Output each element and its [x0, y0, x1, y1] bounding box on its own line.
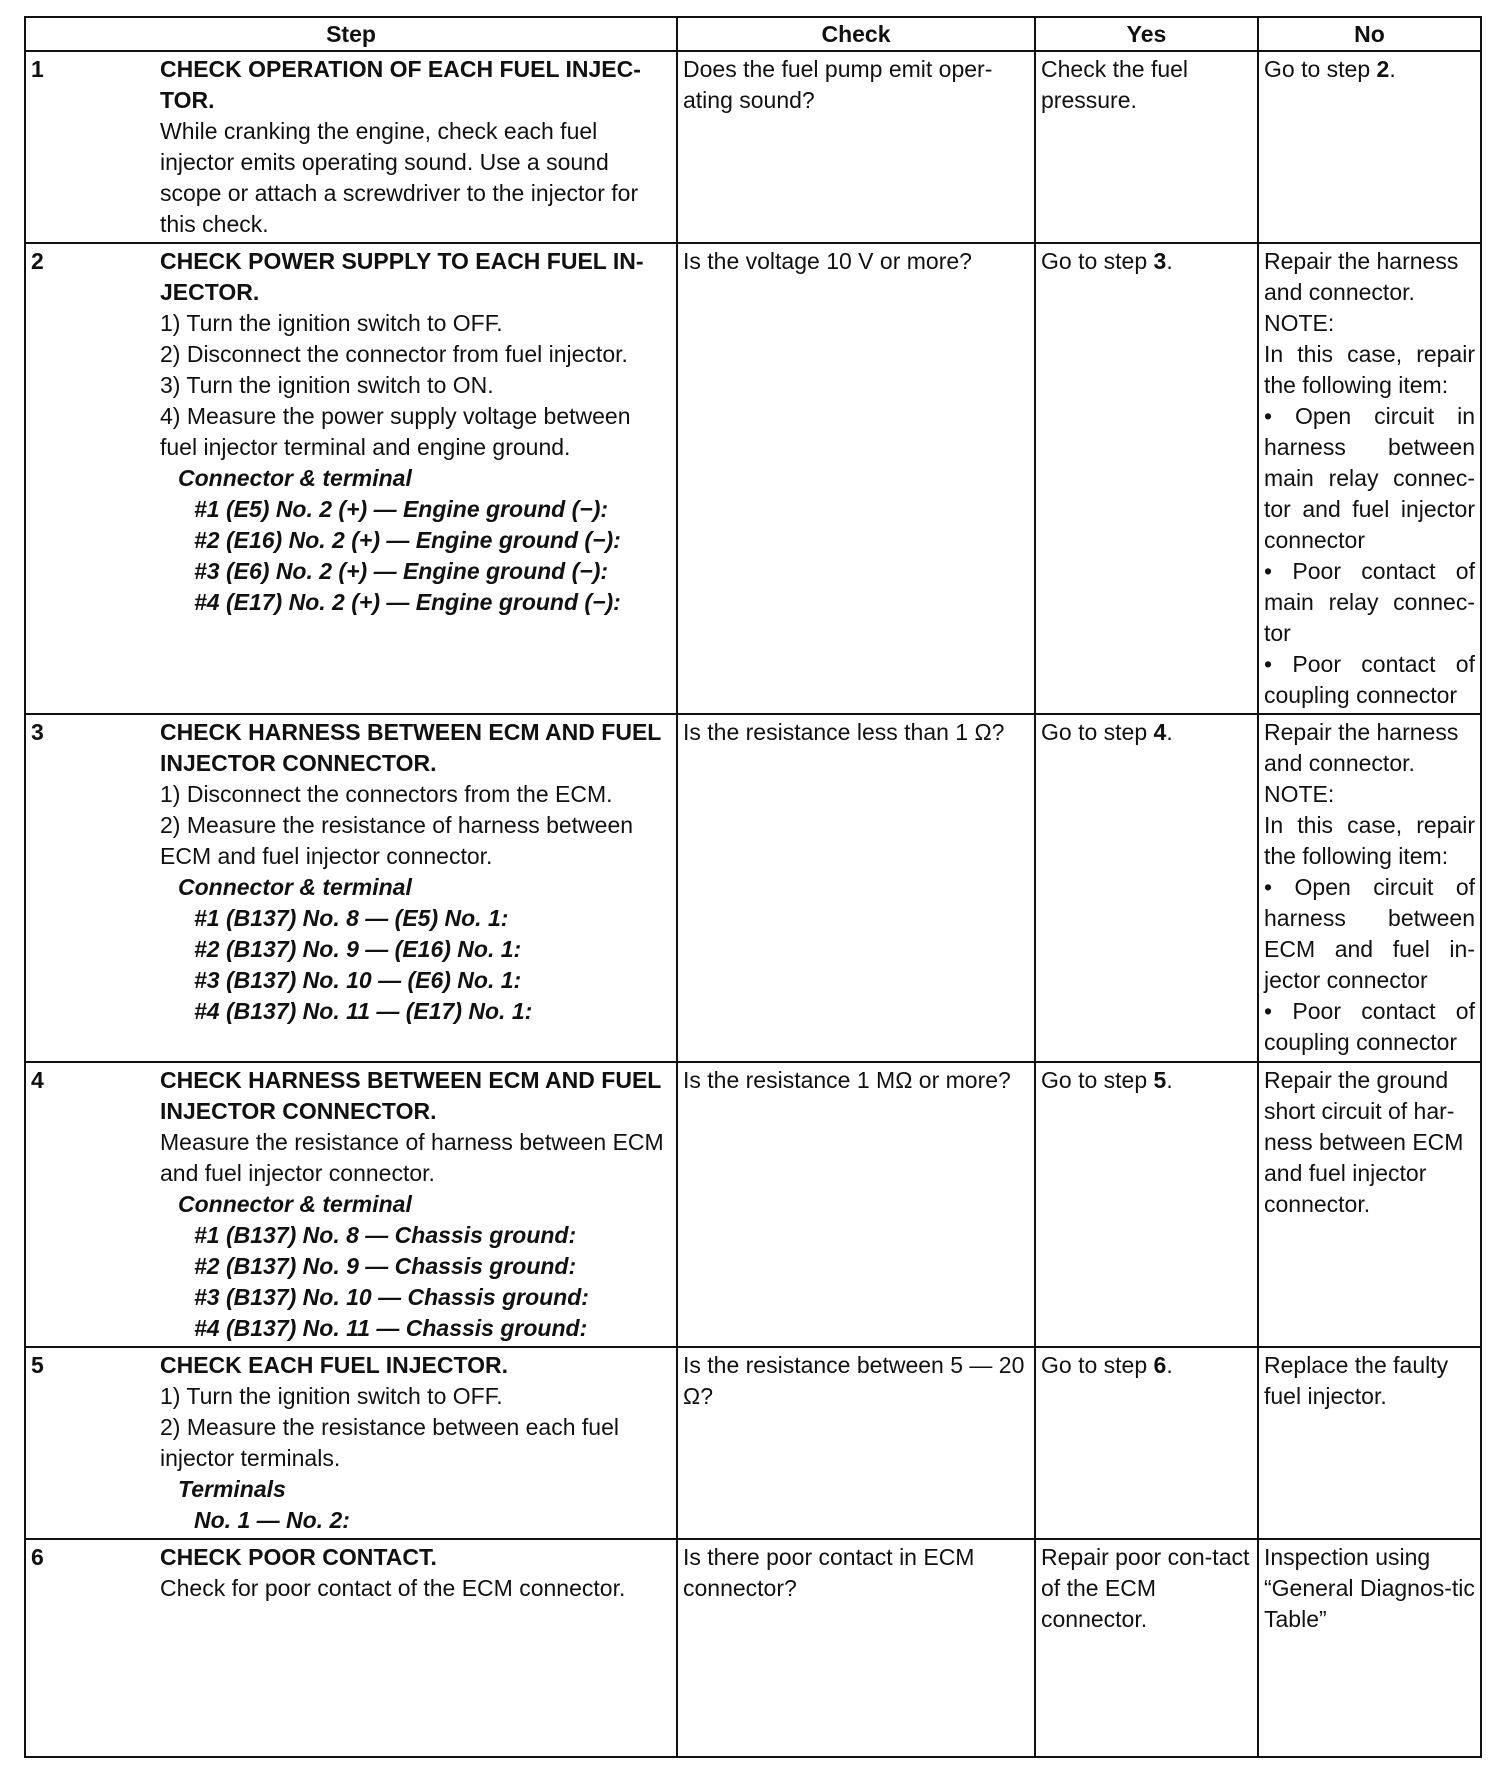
connector-label: Terminals — [178, 1476, 286, 1502]
header-row — [25, 17, 1481, 51]
no-text-end: . — [1389, 56, 1396, 82]
no-text: Go to step — [1264, 56, 1377, 82]
no-note: NOTE: — [1264, 781, 1335, 807]
yes-cell — [1035, 243, 1258, 714]
step-link: 5 — [1153, 1067, 1167, 1093]
step-link: 6 — [1153, 1352, 1167, 1378]
no-cell: Repair the ground short circuit of har-ness between ECM and fuel injector connector. — [1258, 1062, 1481, 1347]
connector-label: Connector & terminal — [178, 465, 412, 491]
no-cell — [1258, 714, 1481, 1062]
table-row — [25, 243, 1481, 714]
check-cell: Is the voltage 10 V or more? — [677, 243, 1035, 714]
no-main: Repair the harness and connector. — [1264, 248, 1459, 305]
step-instruction: 4) Measure the power supply voltage between fuel injector terminal and engine ground. — [160, 403, 631, 460]
step-title: CHECK HARNESS BETWEEN ECM AND FUEL INJECTOR CONNECTOR. — [160, 1067, 661, 1124]
table-row — [25, 714, 1481, 1062]
yes-text: Go to step — [1041, 719, 1154, 745]
header-yes: Yes — [1035, 17, 1258, 51]
step-cell — [25, 714, 677, 1062]
terminal-spec: #2 (B137) No. 9 — (E16) No. 1: — [194, 936, 522, 962]
step-number: 3 — [31, 719, 44, 745]
no-cell: Inspection using “General Diagnos-tic Table” — [1258, 1539, 1481, 1757]
step-cell — [25, 1347, 677, 1539]
step-cell — [25, 1062, 677, 1347]
step-title: CHECK POOR CONTACT. — [160, 1544, 437, 1570]
step-text: Check for poor contact of the ECM connector. — [160, 1575, 626, 1601]
no-line: • Open circuit in harness between main relay connec-tor and fuel injector connector — [1264, 403, 1475, 553]
step-instruction: 2) Measure the resistance of harness between ECM and fuel injector connector. — [160, 812, 634, 869]
step-text: While cranking the engine, check each fuel injector emits operating sound. Use a sound scope or attach a screwdriver to the injector for this check. — [160, 118, 639, 237]
step-number: 6 — [31, 1544, 44, 1570]
terminal-spec: #3 (E6) No. 2 (+) — Engine ground (−): — [194, 558, 609, 584]
header-check: Check — [677, 17, 1035, 51]
step-instruction: 1) Disconnect the connectors from the ECM. — [160, 781, 613, 807]
terminal-spec: #4 (B137) No. 11 — Chassis ground: — [194, 1315, 588, 1341]
terminal-spec: #4 (E17) No. 2 (+) — Engine ground (−): — [194, 589, 621, 615]
check-cell: Is the resistance less than 1 Ω? — [677, 714, 1035, 1062]
no-note: NOTE: — [1264, 310, 1335, 336]
step-instruction: 1) Turn the ignition switch to OFF. — [160, 310, 503, 336]
step-number: 1 — [31, 56, 44, 82]
no-line: • Poor contact of main relay connec-tor — [1264, 558, 1475, 646]
table-row — [25, 1062, 1481, 1347]
step-title: CHECK HARNESS BETWEEN ECM AND FUEL INJECTOR CONNECTOR. — [160, 719, 661, 776]
no-line: • Open circuit of harness between ECM and fuel in-jector connector — [1264, 874, 1475, 993]
header-no: No — [1258, 17, 1481, 51]
step-link: 3 — [1153, 248, 1167, 274]
diagnostic-table — [24, 16, 1482, 1758]
step-link: 4 — [1153, 719, 1167, 745]
terminal-spec: #2 (B137) No. 9 — Chassis ground: — [194, 1253, 577, 1279]
step-title: CHECK EACH FUEL INJECTOR. — [160, 1352, 509, 1378]
table-row — [25, 51, 1481, 243]
terminal-spec: #1 (B137) No. 8 — Chassis ground: — [194, 1222, 577, 1248]
no-line: • Poor contact of coupling connector — [1264, 651, 1475, 708]
yes-cell — [1035, 1062, 1258, 1347]
yes-text: Go to step — [1041, 1352, 1154, 1378]
step-instruction: 2) Measure the resistance between each fuel injector terminals. — [160, 1414, 619, 1471]
yes-text-end: . — [1166, 1067, 1173, 1093]
step-instruction: 2) Disconnect the connector from fuel injector. — [160, 341, 628, 367]
no-line: • Poor contact of coupling connector — [1264, 998, 1475, 1055]
step-number: 4 — [31, 1067, 44, 1093]
terminal-spec: #1 (E5) No. 2 (+) — Engine ground (−): — [194, 496, 609, 522]
check-cell: Does the fuel pump emit oper-ating sound? — [677, 51, 1035, 243]
table-row — [25, 1539, 1481, 1757]
step-title: CHECK POWER SUPPLY TO EACH FUEL IN-JECTOR. — [160, 248, 644, 305]
step-cell — [25, 243, 677, 714]
step-link: 2 — [1376, 56, 1390, 82]
yes-cell — [1035, 714, 1258, 1062]
yes-cell: Repair poor con-tact of the ECM connector. — [1035, 1539, 1258, 1757]
terminal-spec: #1 (B137) No. 8 — (E5) No. 1: — [194, 905, 509, 931]
step-title: CHECK OPERATION OF EACH FUEL INJEC-TOR. — [160, 56, 641, 113]
no-main: Repair the harness and connector. — [1264, 719, 1459, 776]
step-number: 5 — [31, 1352, 44, 1378]
table-row — [25, 1347, 1481, 1539]
step-number: 2 — [31, 248, 44, 274]
step-instruction: 3) Turn the ignition switch to ON. — [160, 372, 494, 398]
header-step: Step — [25, 17, 677, 51]
yes-text-end: . — [1166, 1352, 1173, 1378]
step-text: Measure the resistance of harness between ECM and fuel injector connector. — [160, 1129, 664, 1186]
yes-cell — [1035, 1347, 1258, 1539]
no-cell: Replace the faulty fuel injector. — [1258, 1347, 1481, 1539]
check-cell: Is the resistance 1 MΩ or more? — [677, 1062, 1035, 1347]
connector-label: Connector & terminal — [178, 874, 412, 900]
check-cell: Is the resistance between 5 — 20 Ω? — [677, 1347, 1035, 1539]
terminal-spec: #3 (B137) No. 10 — Chassis ground: — [194, 1284, 589, 1310]
terminal-spec: #3 (B137) No. 10 — (E6) No. 1: — [194, 967, 522, 993]
terminal-spec: #2 (E16) No. 2 (+) — Engine ground (−): — [194, 527, 621, 553]
no-cell — [1258, 51, 1481, 243]
terminal-spec: No. 1 — No. 2: — [194, 1507, 350, 1533]
yes-text-end: . — [1166, 719, 1173, 745]
step-cell — [25, 51, 677, 243]
no-line: In this case, repair the following item: — [1264, 812, 1475, 869]
yes-text-end: . — [1166, 248, 1173, 274]
yes-text: Go to step — [1041, 248, 1154, 274]
step-instruction: 1) Turn the ignition switch to OFF. — [160, 1383, 503, 1409]
step-cell — [25, 1539, 677, 1757]
connector-label: Connector & terminal — [178, 1191, 412, 1217]
no-cell — [1258, 243, 1481, 714]
check-cell: Is there poor contact in ECM connector? — [677, 1539, 1035, 1757]
yes-cell: Check the fuel pressure. — [1035, 51, 1258, 243]
no-line: In this case, repair the following item: — [1264, 341, 1475, 398]
yes-text: Go to step — [1041, 1067, 1154, 1093]
terminal-spec: #4 (B137) No. 11 — (E17) No. 1: — [194, 998, 533, 1024]
